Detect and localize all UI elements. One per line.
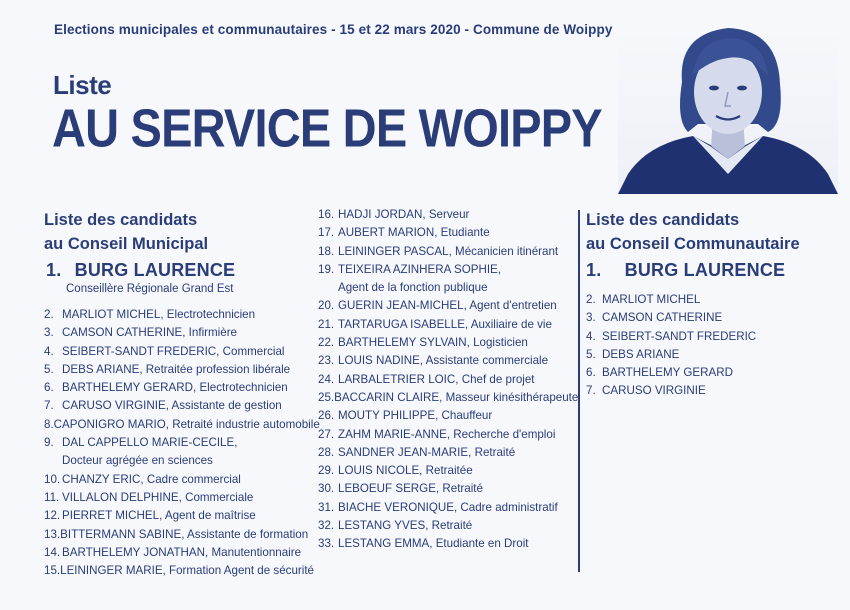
list-item [44,507,304,525]
list-item [44,306,304,324]
item-text: CAMSON CATHERINE [602,311,723,325]
list-item [318,316,573,334]
item-number: 19. [318,262,335,276]
head-role: Conseillère Régionale Grand Est [66,283,234,295]
list-item [44,489,304,507]
item-text: LOUIS NICOLE, Retraitée [338,464,473,478]
item-text: CARUSO VIRGINIE, Assistante de gestion [62,399,282,413]
item-text: HADJI JORDAN, Serveur [338,208,470,221]
item-number: 7. [44,399,54,413]
item-number: 6. [44,381,54,395]
item-text-line2: Agent de la fonction publique [338,281,488,295]
item-number: 24. [318,372,335,386]
item-text: LEBOEUF SERGE, Retraité [338,482,483,496]
item-text: DAL CAPPELLO MARIE-CECILE, [62,436,238,450]
item-number: 13. [44,527,61,541]
list-item [318,334,573,352]
item-number: 6. [586,366,596,380]
list-item [44,562,314,580]
communautaire-head-candidate [586,260,836,281]
list-item [318,389,579,407]
item-number: 16. [318,208,335,221]
list-item [44,471,304,489]
item-number: 4. [44,344,54,358]
item-number: 9. [44,436,54,450]
list-item [318,462,573,480]
list-item [44,324,304,342]
item-number: 33. [318,537,335,551]
list-item [44,416,320,434]
item-text: LEININGER MARIE, Formation Agent de sécurité [60,564,314,578]
list-item [318,352,573,370]
item-number: 17. [318,226,335,240]
item-text: VILLALON DELPHINE, Commerciale [62,490,254,504]
item-number: 5. [586,347,596,361]
item-text: MARLIOT MICHEL [602,293,701,306]
list-label: Liste [53,70,112,100]
item-number: 21. [318,317,335,331]
item-number: 28. [318,445,335,459]
item-text-line2: Docteur agrégée en sciences [62,454,213,468]
list-item [318,535,573,553]
municipal-head-candidate [46,260,304,281]
item-text: TEIXEIRA AZINHERA SOPHIE, [338,262,502,276]
item-text: CAMSON CATHERINE, Infirmière [62,326,237,340]
list-item [318,371,573,389]
item-text: SEIBERT-SANDT FREDERIC, Commercial [62,344,285,358]
item-text: TARTARUGA ISABELLE, Auxiliaire de vie [338,317,552,331]
election-header: Elections municipales et communautaires - 15 et 22 mars 2020 - Commune de Woippy [54,22,613,37]
item-number: 3. [586,311,596,325]
item-text: PIERRET MICHEL, Agent de maîtrise [62,509,256,523]
item-number: 18. [318,244,335,258]
item-number: 22. [318,336,335,350]
item-number: 8. [44,417,54,431]
item-text: SANDNER JEAN-MARIE, Retraité [338,445,516,459]
list-item [318,499,573,517]
candidate-portrait [618,24,838,194]
list-item [318,224,573,242]
municipal-title-line2: au Conseil Municipal [44,235,209,253]
item-text: SEIBERT-SANDT FREDERIC [602,329,757,343]
list-item [44,343,304,361]
item-number: 30. [318,482,335,496]
list-item [318,243,573,261]
municipal-title-line1: Liste des candidats [44,211,198,229]
item-text: BIACHE VERONIQUE, Cadre administratif [338,500,558,514]
list-item [318,261,573,298]
item-text: CHANZY ERIC, Cadre commercial [62,472,241,486]
item-text: LESTANG EMMA, Etudiante en Droit [338,537,529,551]
list-item [318,480,573,498]
list-item [586,382,836,400]
item-number: 26. [318,409,335,423]
item-number: 31. [318,500,335,514]
list-item [318,517,573,535]
item-number: 15. [44,564,61,578]
head-name: BURG LAURENCE [624,260,786,280]
list-item [586,309,836,327]
municipal-list-continued [318,206,579,554]
list-item [586,328,836,346]
list-item [44,397,304,415]
list-item [586,364,836,382]
communautaire-title-line1: Liste des candidats [586,211,740,229]
head-number: 1. [586,260,602,280]
item-text: BARTHELEMY SYLVAIN, Logisticien [338,336,528,350]
item-text: LOUIS NADINE, Assistante commerciale [338,354,549,368]
item-number: 11. [44,490,60,504]
list-item [586,346,836,364]
list-item [44,526,309,544]
communautaire-list [586,208,836,401]
item-number: 10. [44,472,61,486]
item-text: BARTHELEMY GERARD, Electrotechnicien [62,381,288,395]
item-text: DEBS ARIANE [602,347,680,361]
item-text: GUERIN JEAN-MICHEL, Agent d'entretien [338,299,557,313]
item-text: LEININGER PASCAL, Mécanicien itinérant [338,244,559,258]
item-number: 20. [318,299,335,313]
list-item [44,544,304,562]
head-name: BURG LAURENCE [74,260,236,280]
item-number: 27. [318,427,335,441]
list-item [318,407,573,425]
list-title: AU SERVICE DE WOIPPY [52,97,602,159]
item-text: MARLIOT MICHEL, Electrotechnicien [62,308,256,321]
list-item [44,434,304,471]
item-number: 25. [318,390,335,404]
list-item [586,291,836,309]
item-text: ZAHM MARIE-ANNE, Recherche d'emploi [338,427,556,441]
item-number: 14. [44,545,61,559]
item-text: LARBALETRIER LOIC, Chef de projet [338,372,535,386]
item-text: BACCARIN CLAIRE, Masseur kinésithérapeute [334,390,579,404]
head-number: 1. [46,260,62,280]
item-text: CAPONIGRO MARIO, Retraité industrie automobile [53,417,320,431]
item-number: 3. [44,326,54,340]
item-text: MOUTY PHILIPPE, Chauffeur [338,409,493,423]
item-text: DEBS ARIANE, Retraitée profession libérale [62,362,291,376]
item-number: 2. [44,308,54,321]
column-divider [578,210,580,572]
list-item [318,426,573,444]
list-item [44,379,304,397]
item-number: 5. [44,362,54,376]
item-number: 4. [586,329,596,343]
list-item [318,206,573,224]
item-number: 23. [318,354,335,368]
item-number: 7. [586,384,596,398]
item-text: BARTHELEMY JONATHAN, Manutentionnaire [62,545,302,559]
item-text: LESTANG YVES, Retraité [338,519,473,533]
item-text: BITTERMANN SABINE, Assistante de formation [60,527,309,541]
item-number: 12. [44,509,61,523]
item-number: 2. [586,293,596,306]
item-text: AUBERT MARION, Etudiante [338,226,490,240]
item-text: BARTHELEMY GERARD [602,366,734,380]
list-item [44,361,304,379]
item-number: 32. [318,519,335,533]
municipal-list [44,208,320,580]
list-item [318,444,573,462]
list-item [318,297,573,315]
communautaire-title-line2: au Conseil Communautaire [586,235,800,253]
item-number: 29. [318,464,335,478]
item-text: CARUSO VIRGINIE [602,384,706,398]
